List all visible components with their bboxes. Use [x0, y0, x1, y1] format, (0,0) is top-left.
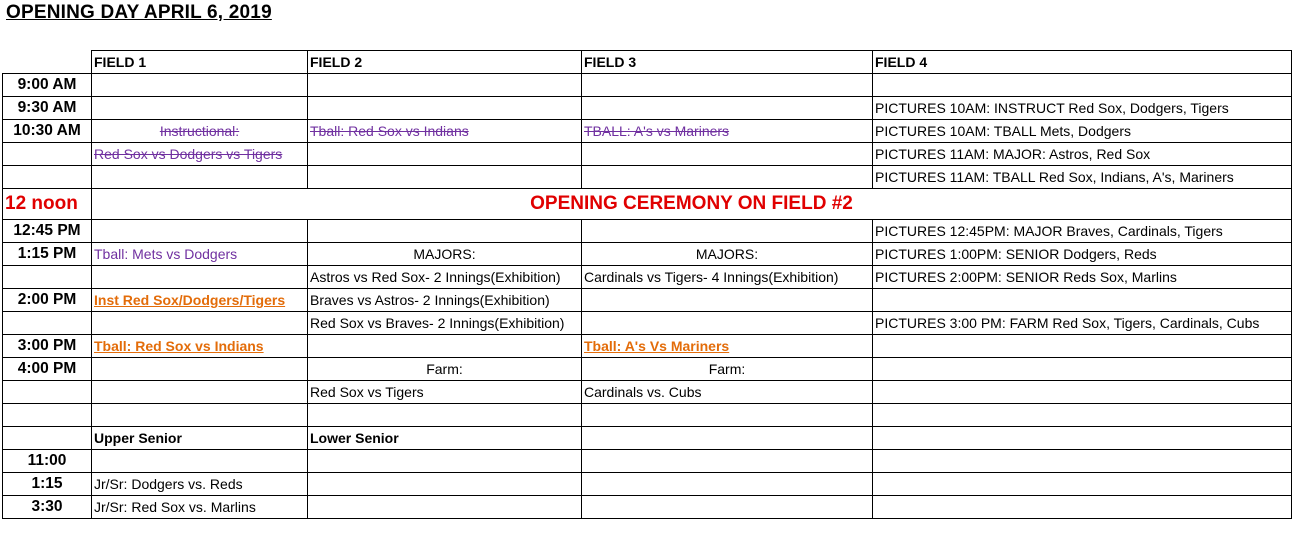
field-4-cell: PICTURES 1:00PM: SENIOR Dodgers, Reds [873, 243, 1292, 266]
field-3-cell [582, 166, 873, 189]
field-4-cell: PICTURES 12:45PM: MAJOR Braves, Cardinals, Tigers [873, 220, 1292, 243]
field-1-cell [92, 97, 308, 120]
field-4-cell: PICTURES 10AM: INSTRUCT Red Sox, Dodgers, Tigers [873, 97, 1292, 120]
table-row [3, 450, 1292, 473]
header-row [3, 51, 1292, 74]
table-row [3, 312, 1292, 335]
field-2-cell [308, 143, 582, 166]
field-4-header: FIELD 4 [873, 51, 1292, 74]
cancelled-game: TBALL: A's vs Mariners [584, 123, 730, 139]
field-1-cell [92, 143, 308, 166]
field-3-cell [582, 473, 873, 496]
field-3-cell: Cardinals vs. Cubs [582, 381, 873, 404]
field-2-cell [308, 220, 582, 243]
field-3-cell [582, 120, 873, 143]
field-4-cell [873, 496, 1292, 519]
field-2-cell: Astros vs Red Sox- 2 Innings(Exhibition) [308, 266, 582, 289]
time-cell: 3:00 PM [3, 335, 92, 358]
table-row [3, 496, 1292, 519]
field-2-cell [308, 473, 582, 496]
table-row [3, 289, 1292, 312]
field-2-cell [308, 335, 582, 358]
field-3-cell [582, 496, 873, 519]
field-4-cell [873, 335, 1292, 358]
field-4-cell [873, 381, 1292, 404]
field-3-cell [582, 143, 873, 166]
field-1-cell [92, 266, 308, 289]
time-cell: 10:30 AM [3, 120, 92, 143]
schedule-table [2, 50, 1292, 519]
field-4-cell [873, 404, 1292, 427]
field-4-cell: PICTURES 11AM: TBALL Red Sox, Indians, A's, Mariners [873, 166, 1292, 189]
field-3-cell [582, 450, 873, 473]
table-row [3, 266, 1292, 289]
time-cell [3, 143, 92, 166]
field-3-cell [582, 335, 873, 358]
time-cell: 2:00 PM [3, 289, 92, 312]
time-cell [3, 312, 92, 335]
field-3-cell: Cardinals vs Tigers- 4 Innings(Exhibition) [582, 266, 873, 289]
table-row [3, 120, 1292, 143]
field-3-cell [582, 74, 873, 97]
cancelled-game: Instructional: [159, 123, 240, 139]
cancelled-game: Red Sox vs Dodgers vs Tigers [94, 146, 283, 162]
time-cell [3, 166, 92, 189]
field-2-cell [308, 166, 582, 189]
field-2-cell [308, 120, 582, 143]
field-2-cell [308, 97, 582, 120]
field-1-cell: Jr/Sr: Dodgers vs. Reds [92, 473, 308, 496]
field-4-cell [873, 450, 1292, 473]
field-1-cell [92, 404, 308, 427]
time-cell [3, 266, 92, 289]
field-4-cell [873, 289, 1292, 312]
field-1-cell [92, 335, 308, 358]
field-1-cell: Jr/Sr: Red Sox vs. Marlins [92, 496, 308, 519]
time-cell [3, 404, 92, 427]
time-cell: 9:00 AM [3, 74, 92, 97]
field-2-cell: Red Sox vs Braves- 2 Innings(Exhibition) [308, 312, 582, 335]
field-4-cell: PICTURES 2:00PM: SENIOR Reds Sox, Marlins [873, 266, 1292, 289]
table-row [3, 404, 1292, 427]
field-1-cell [92, 358, 308, 381]
page-title: OPENING DAY APRIL 6, 2019 [6, 2, 272, 23]
field-3-cell: MAJORS: [582, 243, 873, 266]
field-2-header: FIELD 2 [308, 51, 582, 74]
table-row [3, 97, 1292, 120]
field-4-cell [873, 427, 1292, 450]
field-3-cell: Farm: [582, 358, 873, 381]
ceremony-banner: OPENING CEREMONY ON FIELD #2 [92, 189, 1292, 220]
field-4-cell: PICTURES 3:00 PM: FARM Red Sox, Tigers, Cardinals, Cubs [873, 312, 1292, 335]
field-1-cell [92, 289, 308, 312]
time-cell [3, 381, 92, 404]
table-row [3, 335, 1292, 358]
time-cell: 1:15 [3, 473, 92, 496]
time-cell: 3:30 [3, 496, 92, 519]
field-3-header: FIELD 3 [582, 51, 873, 74]
field-1-cell [92, 120, 308, 143]
highlighted-game: Tball: Red Sox vs Indians [94, 338, 264, 354]
field-4-cell [873, 74, 1292, 97]
time-cell: 12 noon [3, 189, 92, 220]
field-3-cell [582, 289, 873, 312]
time-cell: 11:00 [3, 450, 92, 473]
field-4-cell [873, 473, 1292, 496]
field-3-cell [582, 404, 873, 427]
time-cell: 4:00 PM [3, 358, 92, 381]
field-4-cell: PICTURES 10AM: TBALL Mets, Dodgers [873, 120, 1292, 143]
time-cell [3, 427, 92, 450]
lower-senior-header: Lower Senior [308, 427, 582, 450]
field-1-cell [92, 312, 308, 335]
field-2-cell: Farm: [308, 358, 582, 381]
highlighted-game: Tball: A's Vs Mariners [584, 338, 730, 354]
field-1-cell [92, 74, 308, 97]
field-2-cell [308, 404, 582, 427]
time-cell: 9:30 AM [3, 97, 92, 120]
table-row [3, 220, 1292, 243]
table-row [3, 358, 1292, 381]
corner-cell [3, 51, 92, 74]
field-1-cell: Tball: Mets vs Dodgers [92, 243, 308, 266]
field-4-cell: PICTURES 11AM: MAJOR: Astros, Red Sox [873, 143, 1292, 166]
field-3-cell [582, 220, 873, 243]
cancelled-game: Tball: Red Sox vs Indians [310, 123, 469, 139]
table-row [3, 381, 1292, 404]
field-1-cell [92, 220, 308, 243]
ceremony-row [3, 189, 1292, 220]
field-1-cell [92, 166, 308, 189]
field-3-cell [582, 312, 873, 335]
field-2-cell: Braves vs Astros- 2 Innings(Exhibition) [308, 289, 582, 312]
field-1-cell [92, 381, 308, 404]
time-cell: 1:15 PM [3, 243, 92, 266]
highlighted-game: Inst Red Sox/Dodgers/Tigers [94, 292, 286, 308]
time-cell: 12:45 PM [3, 220, 92, 243]
upper-senior-header: Upper Senior [92, 427, 308, 450]
table-row [3, 473, 1292, 496]
table-row [3, 74, 1292, 97]
field-3-cell [582, 97, 873, 120]
table-row [3, 243, 1292, 266]
field-4-cell [873, 358, 1292, 381]
field-2-cell: MAJORS: [308, 243, 582, 266]
table-row [3, 143, 1292, 166]
field-1-cell [92, 450, 308, 473]
field-2-cell [308, 450, 582, 473]
field-2-cell [308, 74, 582, 97]
field-1-header: FIELD 1 [92, 51, 308, 74]
field-2-cell: Red Sox vs Tigers [308, 381, 582, 404]
field-2-cell [308, 496, 582, 519]
table-row [3, 166, 1292, 189]
senior-header-row [3, 427, 1292, 450]
field-3-cell [582, 427, 873, 450]
